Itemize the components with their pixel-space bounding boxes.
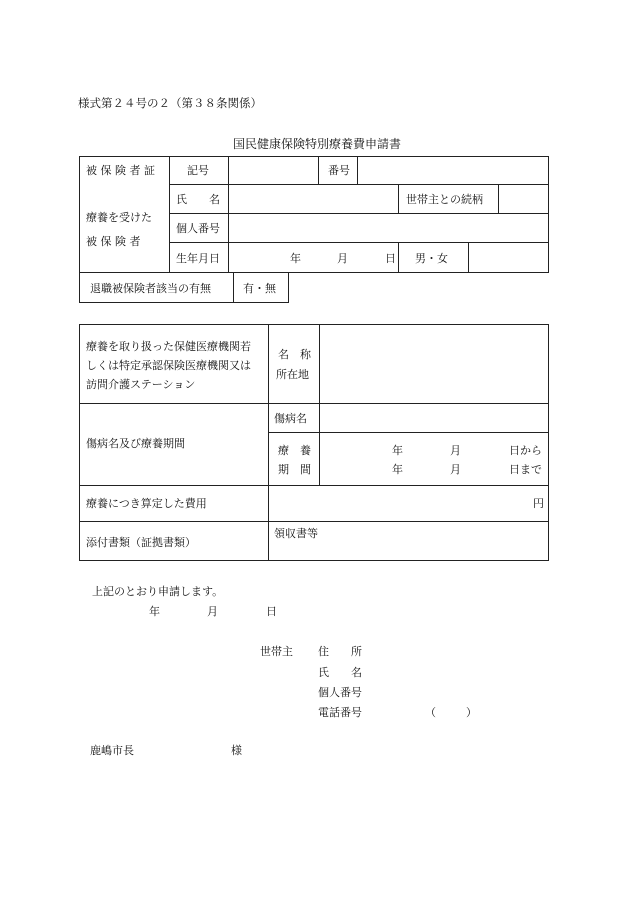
date-year-unit: 年 — [149, 605, 160, 618]
insured-card-label: 被 保 険 者 証 — [86, 164, 155, 177]
birth-month-unit: 月 — [337, 252, 348, 265]
phone-paren-open: （ — [425, 706, 436, 719]
name-field[interactable] — [230, 186, 396, 211]
birthdate-label: 生年月日 — [176, 252, 220, 265]
personal-number-label: 個人番号 — [176, 222, 220, 235]
disease-period-label: 傷病名及び療養期間 — [86, 437, 185, 450]
retired-choice[interactable]: 有・無 — [243, 282, 276, 295]
head-personal-number-label: 個人番号 — [318, 686, 362, 699]
facility-name-label: 名 称 — [278, 348, 311, 361]
mayor-label: 鹿嶋市長 — [90, 744, 134, 757]
facility-address-label: 所在地 — [276, 368, 309, 381]
patient-label-line2: 被 保 険 者 — [86, 235, 141, 248]
patient-label-line1: 療養を受けた — [86, 211, 152, 224]
relation-field[interactable] — [500, 186, 547, 211]
head-address-label: 住 所 — [318, 645, 362, 658]
from-day-unit: 日から — [509, 444, 542, 457]
head-phone-label: 電話番号 — [318, 706, 362, 719]
disease-name-field[interactable] — [321, 405, 547, 430]
symbol-field[interactable] — [230, 158, 316, 182]
facility-label-line1: 療養を取り扱った保健医療機関若 — [86, 340, 251, 353]
from-month-unit: 月 — [450, 444, 461, 457]
name-label: 氏 名 — [176, 193, 220, 206]
cost-field[interactable] — [270, 487, 532, 519]
phone-paren-close: ） — [466, 706, 477, 719]
page-title: 国民健康保険特別療養費申請書 — [233, 137, 402, 151]
attachments-label: 添付書類（証拠書類） — [86, 536, 196, 549]
date-month-unit: 月 — [207, 605, 218, 618]
number-field[interactable] — [359, 158, 547, 182]
application-statement: 上記のとおり申請します。 — [92, 585, 224, 598]
honorific: 様 — [231, 744, 242, 757]
personal-number-field[interactable] — [230, 215, 547, 240]
period-label-line2: 期 間 — [278, 463, 311, 476]
number-label: 番号 — [328, 164, 350, 177]
birth-day-unit: 日 — [385, 252, 396, 265]
head-name-label: 氏 名 — [318, 666, 362, 679]
date-day-unit: 日 — [266, 605, 277, 618]
to-month-unit: 月 — [450, 463, 461, 476]
facility-field[interactable] — [321, 326, 547, 401]
birth-year-unit: 年 — [290, 252, 301, 265]
gender-choice[interactable]: 男・女 — [415, 252, 448, 265]
to-year-unit: 年 — [392, 463, 403, 476]
cost-label: 療養につき算定した費用 — [86, 497, 207, 510]
period-label-line1: 療 養 — [278, 444, 311, 457]
form-number: 様式第２４号の２（第３８条関係） — [78, 96, 262, 110]
facility-label-line2: しくは特定承認保険医療機関又は — [86, 359, 251, 372]
household-head-label: 世帯主 — [260, 645, 293, 658]
facility-label-line3: 訪問介護ステーション — [86, 378, 196, 391]
symbol-label: 記号 — [187, 164, 209, 177]
receipts-text: 領収書等 — [274, 527, 318, 540]
from-year-unit: 年 — [392, 444, 403, 457]
disease-name-label: 傷病名 — [274, 412, 307, 425]
yen-unit: 円 — [533, 497, 544, 510]
retired-label: 退職被保険者該当の有無 — [90, 282, 211, 295]
relation-label: 世帯主との続柄 — [406, 193, 483, 206]
to-day-unit: 日まで — [509, 463, 542, 476]
